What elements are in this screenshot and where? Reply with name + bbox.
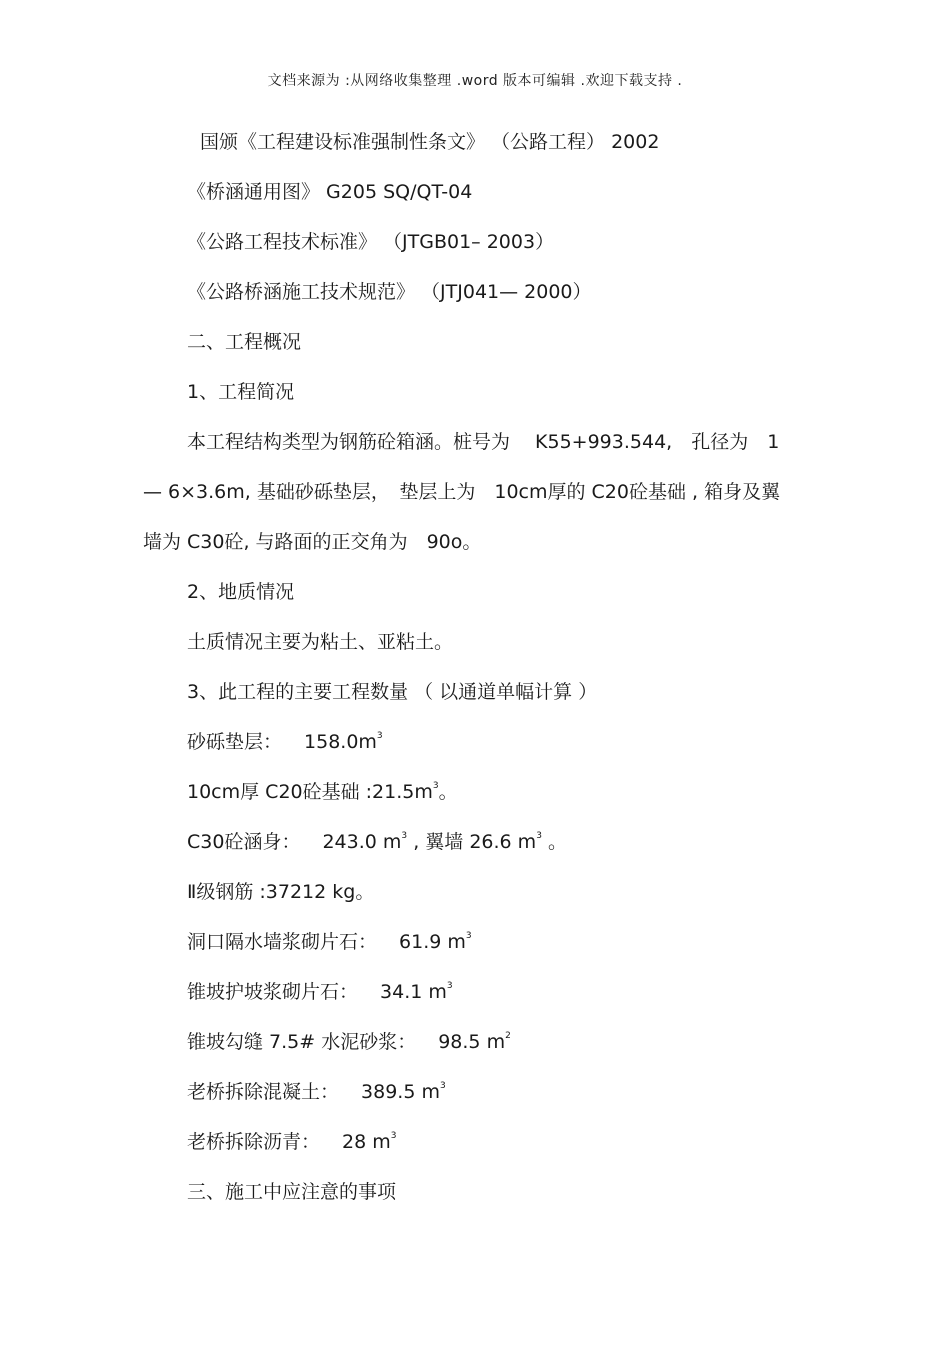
unit-exponent: 3 [401, 831, 408, 841]
quantity-demolish-concrete [187, 1080, 446, 1104]
reference-3: 《公路工程技术标准》 （JTGB01– 2003） [187, 231, 555, 253]
section-3-title: 三、施工中应注意的事项 [187, 1181, 397, 1203]
quantity-label-wing-wall: , 翼墙 [413, 831, 464, 853]
unit-exponent: 3 [446, 981, 453, 991]
quantity-label: 洞口隔水墙浆砌片石： [187, 931, 378, 953]
quantity-value: 34.1 m [380, 981, 447, 1003]
overview-paragraph-line-3: 墙为 C30砼, 与路面的正交角为 90o。 [143, 531, 482, 553]
quantity-demolish-asphalt [187, 1130, 396, 1154]
section-2-title: 二、工程概况 [187, 331, 302, 353]
quantity-value: 158.0m [304, 731, 377, 753]
quantity-label: 老桥拆除沥青： [187, 1131, 321, 1153]
quantity-value: 98.5 m [438, 1031, 506, 1053]
quantity-c20-foundation [187, 780, 458, 804]
page-header: 文档来源为 :从网络收集整理 .word 版本可编辑 .欢迎下载支持 . [267, 73, 683, 89]
unit-exponent: 3 [376, 731, 383, 741]
overview-paragraph-line-1: 本工程结构类型为钢筋砼箱涵。桩号为 K55+993.544, 孔径为 1 [187, 431, 780, 453]
subsection-1-title: 1、工程简况 [187, 381, 295, 403]
unit-exponent: 2 [505, 1031, 511, 1041]
quantity-label: 老桥拆除混凝土： [187, 1081, 340, 1103]
overview-paragraph-line-2: — 6×3.6m, 基础砂砾垫层， 垫层上为 10cm厚的 C20砼基础 , 箱身及翼 [143, 481, 781, 503]
unit-exponent: 3 [390, 1131, 397, 1141]
quantity-label: 锥坡勾缝 7.5# 水泥砂浆： [187, 1031, 417, 1053]
quantity-gravel-cushion [187, 730, 383, 754]
quantity-cone-slope-masonry [187, 980, 453, 1004]
quantity-c30-culvert [187, 830, 567, 854]
quantity-value: 61.9 m [399, 931, 466, 953]
subsection-3-title: 3、此工程的主要工程数量 （ 以通道单幅计算 ） [187, 681, 598, 703]
geology-text: 土质情况主要为粘土、亚粘土。 [187, 631, 454, 653]
unit-exponent: 3 [536, 831, 542, 841]
quantity-label: 锥坡护坡浆砌片石： [187, 981, 359, 1003]
quantity-label: 10cm厚 C20砼基础 :21.5m [187, 781, 433, 803]
reference-1: 国颁《工程建设标准强制性条文》 （公路工程） 2002 [200, 131, 660, 153]
quantity-cone-slope-pointing [187, 1030, 511, 1054]
quantity-tail: 。 [438, 781, 458, 803]
reference-4: 《公路桥涵施工技术规范》 （JTJ041— 2000） [187, 281, 592, 303]
quantity-cutoff-wall-masonry [187, 930, 472, 954]
quantity-value: 243.0 m [322, 831, 402, 853]
reference-2: 《桥涵通用图》 G205 SQ/QT-04 [187, 181, 473, 203]
quantity-label: C30砼涵身： [187, 831, 301, 853]
unit-exponent: 3 [465, 931, 472, 941]
quantity-rebar: Ⅱ级钢筋 :37212 kg。 [187, 881, 375, 903]
quantity-tail: 。 [547, 831, 567, 853]
subsection-2-title: 2、地质情况 [187, 581, 295, 603]
unit-exponent: 3 [432, 781, 439, 791]
quantity-label: 砂砾垫层： [187, 731, 283, 753]
unit-exponent: 3 [439, 1081, 446, 1091]
quantity-value: 389.5 m [361, 1081, 440, 1103]
quantity-value: 28 m [342, 1131, 391, 1153]
quantity-value-wing-wall: 26.6 m [469, 831, 537, 853]
